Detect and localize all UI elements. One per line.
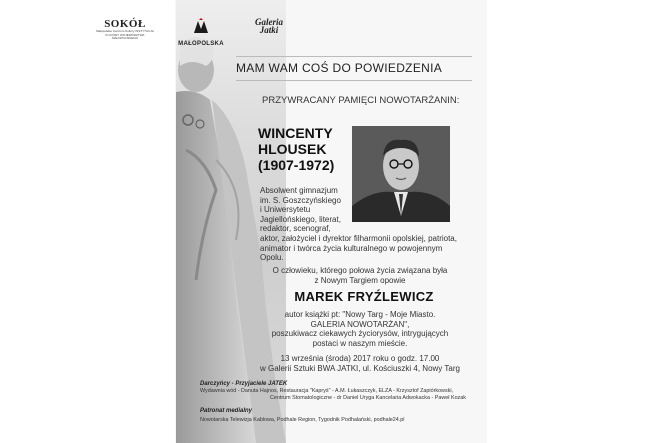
person-biography xyxy=(260,186,460,263)
logo-strip xyxy=(95,18,305,52)
intro-line: O człowieku, którego połowa życia związana była xyxy=(272,266,448,275)
bio-line: i Uniwersytetu xyxy=(260,205,311,215)
sokol-logo xyxy=(95,18,155,41)
poster-headline: MAM WAM COŚ DO POWIEDZENIA xyxy=(236,61,443,75)
event-date: 13 września (środa) 2017 roku o godz. 17.00 xyxy=(280,354,440,363)
bio-line: im. S. Goszczyńskiego xyxy=(260,195,341,205)
sponsors-section xyxy=(200,381,480,424)
presenter-line: poszukiwacz ciekawych życiorysów, intrygujących xyxy=(271,329,449,339)
media-patron-heading: Patronat medialny xyxy=(200,408,253,414)
event-venue: w Galerii Sztuki BWA JATKI, ul. Kościuszki 4, Nowy Targ xyxy=(260,363,460,373)
bio-line: aktor, założyciel i dyrektor filharmonii opolskiej, patriota, xyxy=(260,233,457,243)
sponsors-list: Wydawnia wód - Danuta Hajnos, Restauracja "Kapryś" - A.M. Łukaszczyk, ELZA - Krzysztof Zapiórkowski, xyxy=(200,388,454,394)
malopolska-logo-name: MAŁOPOLSKA xyxy=(178,41,224,47)
malopolska-logo xyxy=(173,18,229,47)
sponsors-heading: Darczyńcy - Przyjaciele JATEK xyxy=(200,381,288,387)
bio-line: Absolwent gimnazjum xyxy=(260,186,338,195)
presenter-line: GALERIA NOWOTARŻAN", xyxy=(310,319,410,329)
bio-line: redaktor, scenograf, xyxy=(260,224,331,234)
person-name xyxy=(258,125,334,173)
presenter-line: autor książki pt: "Nowy Targ - Moje Miasto. xyxy=(284,310,436,319)
bio-line: Jagiellońskiego, literat, xyxy=(260,214,341,224)
top-divider xyxy=(236,56,472,57)
poster-subheading: PRZYWRACANY PAMIĘCI NOWOTARŻANIN: xyxy=(262,95,460,106)
sokol-logo-subtitle: Małopolskie Centrum Kultury INSTYTUCJA KULTURY WOJEWÓDZTWA MAŁOPOLSKIEGO xyxy=(96,29,154,40)
sokol-logo-name: SOKÓŁ xyxy=(104,18,146,30)
presenter-description xyxy=(262,310,458,348)
malopolska-mark-icon xyxy=(193,18,209,34)
person-years: (1907-1972) xyxy=(258,157,335,173)
galeria-jatki-logo: Galeria Jatki xyxy=(255,17,283,35)
sponsors-list: Centrum Stomatologiczne - dr Daniel Uryga Kancelaria Adwokacka - Paweł Kozak xyxy=(270,395,466,401)
presenter-name: MAREK FRYŹLEWICZ xyxy=(294,289,434,304)
event-details xyxy=(258,354,462,374)
person-first-name: WINCENTY xyxy=(258,125,333,141)
presenter-line: postaci w naszym mieście. xyxy=(312,338,408,348)
presenter-intro xyxy=(262,266,458,286)
intro-line: z Nowym Targiem opowie xyxy=(314,276,406,285)
bio-line: animator i twórca życia kulturalnego w powojennym xyxy=(260,243,443,253)
person-last-name: HLOUSEK xyxy=(258,141,327,157)
media-patron-list: Nowotarska Telewizja Kablowa, Podhale Region, Tygodnik Podhalański, podhale24.pl xyxy=(200,417,405,423)
bio-line: Opolu. xyxy=(260,253,284,263)
headline-divider xyxy=(236,80,472,81)
